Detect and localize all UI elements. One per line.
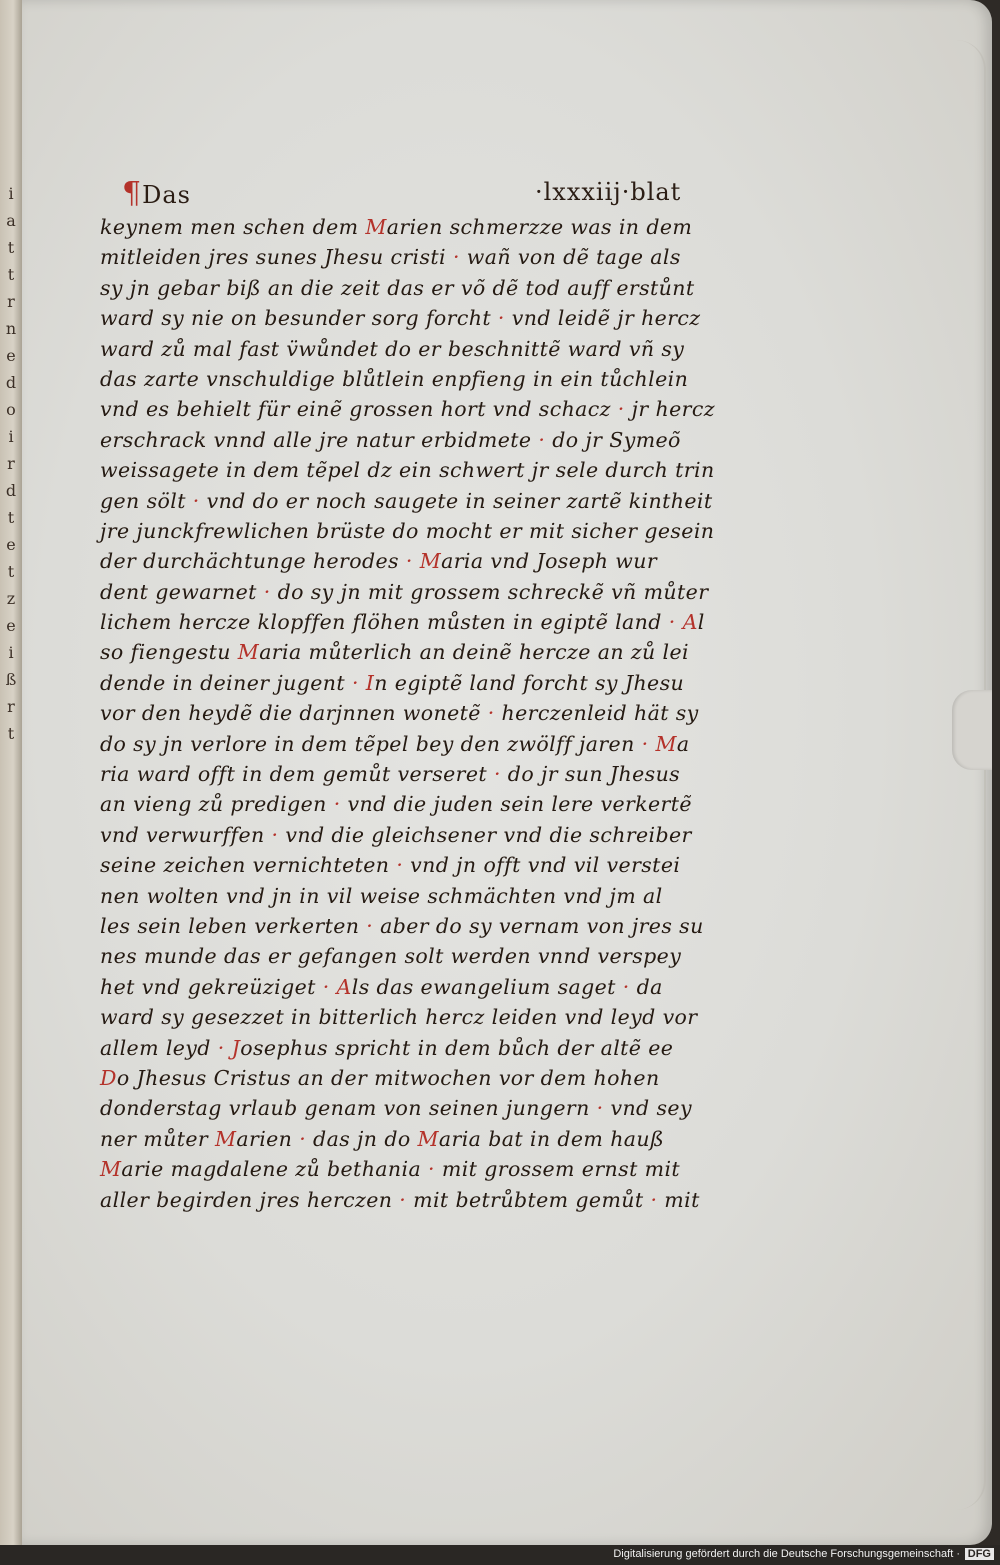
previous-page-letter: e — [6, 535, 16, 554]
footer-credit: Digitalisierung gefördert durch die Deutsche Forschungsgemeinschaft · — [613, 1548, 960, 1560]
text-line: Marie magdalene zů bethania · mit grossem ernst mit — [100, 1157, 681, 1182]
text-line: ria ward offt in dem gemůt verseret · do jr sun Jhesus — [100, 762, 681, 787]
text-line: ward sy gesezzet in bitterlich hercz leiden vnd leyd vor — [100, 1005, 698, 1030]
text-line: dende in deiner jugent · In egiptẽ land forcht sy Jhesu — [100, 670, 685, 695]
text-line: sy jn gebar biß an die zeit das er võ dẽ tod auff erstůnt — [100, 275, 695, 300]
pilcrow-icon: ¶ — [122, 176, 143, 211]
previous-page-letter: r — [7, 292, 15, 311]
previous-page-letter: i — [8, 427, 14, 446]
previous-page-letter: t — [7, 724, 15, 743]
text-line: ward zů mal fast v̈wůndet do er beschnittẽ ward vñ sy — [100, 336, 685, 361]
text-line: het vnd gekreüziget · Als das ewangelium saget · da — [100, 974, 663, 999]
previous-page-letter: t — [7, 265, 15, 284]
text-line: allem leyd · Josephus spricht in dem bůch der altẽ ee — [100, 1035, 674, 1060]
previous-page-letters — [1, 180, 21, 747]
previous-page-letter: r — [7, 454, 15, 473]
header-left-text: Das — [142, 181, 191, 209]
text-line: erschrack vnnd alle jre natur erbidmete · do jr Symeõ — [100, 427, 681, 452]
previous-page-letter: e — [6, 346, 16, 365]
previous-page-letter: d — [5, 373, 17, 392]
text-line: vnd verwurffen · vnd die gleichsener vnd die schreiber — [100, 822, 692, 847]
text-line: donderstag vrlaub genam von seinen jungern · vnd sey — [100, 1096, 692, 1121]
text-line: lichem hercze klopffen flöhen můsten in egiptẽ land · Al — [100, 610, 705, 635]
previous-page-letter: r — [7, 697, 15, 716]
text-line: seine zeichen vernichteten · vnd jn offt vnd vil verstei — [100, 853, 681, 878]
text-line: das zarte vnschuldige blůtlein enpfieng in ein tůchlein — [100, 366, 689, 391]
previous-page-letter: i — [8, 643, 14, 662]
previous-page-letter: n — [5, 319, 17, 338]
text-line: weissagete in dem tẽpel dz ein schwert jr sele durch trin — [100, 458, 715, 483]
text-line: nes munde das er gefangen solt werden vnnd verspey — [100, 944, 682, 969]
previous-page-letter: ß — [5, 670, 17, 689]
text-line: aller begirden jres herczen · mit betrůbtem gemůt · mit — [100, 1187, 700, 1212]
text-line: jre junckfrewlichen brüste do mocht er mit sicher gesein — [100, 518, 715, 543]
running-header-left — [122, 176, 191, 211]
text-line: dent gewarnet · do sy jn mit grossem schreckẽ vñ můter — [100, 579, 709, 604]
page-edge — [954, 40, 986, 1510]
text-line: der durchächtunge herodes · Maria vnd Joseph wur — [100, 549, 658, 574]
previous-page-letter: z — [6, 589, 16, 608]
previous-page-letter: o — [6, 400, 16, 419]
text-line: Do Jhesus Cristus an der mitwochen vor dem hohen — [100, 1065, 660, 1090]
text-block — [100, 212, 720, 1215]
text-line: vnd es behielt für einẽ grossen hort vnd schacz · jr hercz — [100, 397, 715, 422]
text-line: ner můter Marien · das jn do Maria bat in dem hauß — [100, 1126, 665, 1151]
previous-page-letter: t — [7, 238, 15, 257]
previous-page-letter: a — [6, 211, 16, 230]
folio-number: ·lxxxiij·blat — [535, 178, 682, 206]
page-tab-notch — [952, 690, 992, 770]
text-line: vor den heydẽ die darjnnen wonetẽ · herczenleid hät sy — [100, 701, 699, 726]
text-line: do sy jn verlore in dem tẽpel bey den zwölff jaren · Ma — [100, 731, 690, 756]
previous-page-edge — [0, 0, 22, 1545]
previous-page-letter: e — [6, 616, 16, 635]
text-line: so fiengestu Maria můterlich an deinẽ hercze an zů lei — [100, 640, 690, 665]
text-line: mitleiden jres sunes Jhesu cristi · wañ von dẽ tage als — [100, 245, 681, 270]
dfg-logo: DFG — [965, 1548, 994, 1560]
text-line: an vieng zů predigen · vnd die juden sein lere verkertẽ — [100, 792, 692, 817]
previous-page-letter: t — [7, 562, 15, 581]
previous-page-letter: d — [5, 481, 17, 500]
text-line: ward sy nie on besunder sorg forcht · vnd leidẽ jr hercz — [100, 306, 701, 331]
text-line: keynem men schen dem Marien schmerzze was in dem — [100, 215, 693, 239]
text-line: gen sölt · vnd do er noch saugete in seiner zartẽ kintheit — [100, 488, 713, 513]
previous-page-letter: t — [7, 508, 15, 527]
text-line: les sein leben verkerten · aber do sy vernam von jres su — [100, 913, 704, 938]
previous-page-letter: i — [8, 184, 14, 203]
text-line: nen wolten vnd jn in vil weise schmächten vnd jm al — [100, 883, 663, 908]
